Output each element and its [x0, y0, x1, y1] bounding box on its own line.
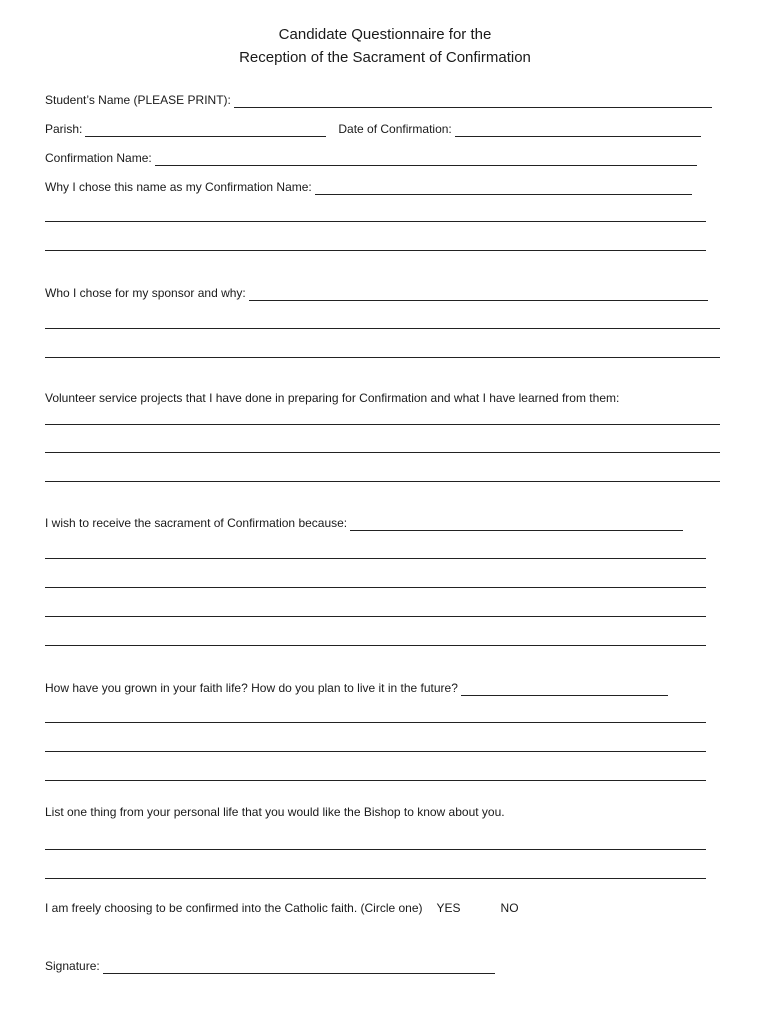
yes-option[interactable]: YES [436, 901, 461, 915]
student-name-field[interactable] [234, 95, 712, 108]
confirmation-name-field[interactable] [155, 153, 697, 166]
why-name-label: Why I chose this name as my Confirmation Name: [45, 180, 312, 194]
date-of-confirmation-label: Date of Confirmation: [338, 122, 452, 136]
bishop-blank-line[interactable] [45, 849, 706, 850]
why-name-blank-line[interactable] [45, 250, 706, 251]
grown-field[interactable] [461, 683, 668, 696]
service-blank-line[interactable] [45, 452, 720, 453]
signature-field[interactable] [103, 961, 495, 974]
parish-row [45, 121, 701, 137]
wish-field[interactable] [350, 518, 683, 531]
sponsor-row [45, 285, 708, 301]
service-row [45, 390, 619, 406]
service-blank-line[interactable] [45, 481, 720, 482]
wish-label: I wish to receive the sacrament of Confirmation because: [45, 516, 348, 530]
sponsor-label: Who I chose for my sponsor and why: [45, 286, 246, 300]
parish-field[interactable] [85, 124, 326, 137]
wish-blank-line[interactable] [45, 616, 706, 617]
wish-row [45, 515, 683, 531]
service-blank-line[interactable] [45, 424, 720, 425]
grown-row [45, 680, 668, 696]
wish-blank-line[interactable] [45, 645, 706, 646]
freely-choosing-row [45, 900, 519, 916]
freely-choosing-label: I am freely choosing to be confirmed into the Catholic faith. (Circle one) [45, 901, 423, 915]
bishop-blank-line[interactable] [45, 878, 706, 879]
why-name-field[interactable] [315, 182, 692, 195]
student-name-label: Student’s Name (PLEASE PRINT): [45, 93, 231, 107]
grown-blank-line[interactable] [45, 751, 706, 752]
sponsor-blank-line[interactable] [45, 357, 720, 358]
confirmation-name-row [45, 150, 697, 166]
no-option[interactable]: NO [500, 901, 519, 915]
why-name-blank-line[interactable] [45, 221, 706, 222]
form-title-line-1: Candidate Questionnaire for the [278, 26, 492, 43]
parish-label: Parish: [45, 122, 83, 136]
grown-blank-line[interactable] [45, 722, 706, 723]
bishop-row [45, 804, 505, 820]
service-label: Volunteer service projects that I have done in preparing for Confirmation and what I have learned from them: [45, 391, 620, 405]
wish-blank-line[interactable] [45, 558, 706, 559]
form-title-line-2: Reception of the Sacrament of Confirmation [239, 49, 531, 66]
confirmation-name-label: Confirmation Name: [45, 151, 152, 165]
sponsor-field[interactable] [249, 288, 708, 301]
signature-label: Signature: [45, 959, 100, 973]
grown-label: How have you grown in your faith life? How do you plan to live it in the future? [45, 681, 458, 695]
why-name-row [45, 179, 692, 195]
bishop-label: List one thing from your personal life that you would like the Bishop to know about you. [45, 805, 505, 819]
grown-blank-line[interactable] [45, 780, 706, 781]
sponsor-blank-line[interactable] [45, 328, 720, 329]
date-of-confirmation-field[interactable] [455, 124, 701, 137]
signature-row [45, 958, 495, 974]
student-name-row [45, 92, 712, 108]
wish-blank-line[interactable] [45, 587, 706, 588]
